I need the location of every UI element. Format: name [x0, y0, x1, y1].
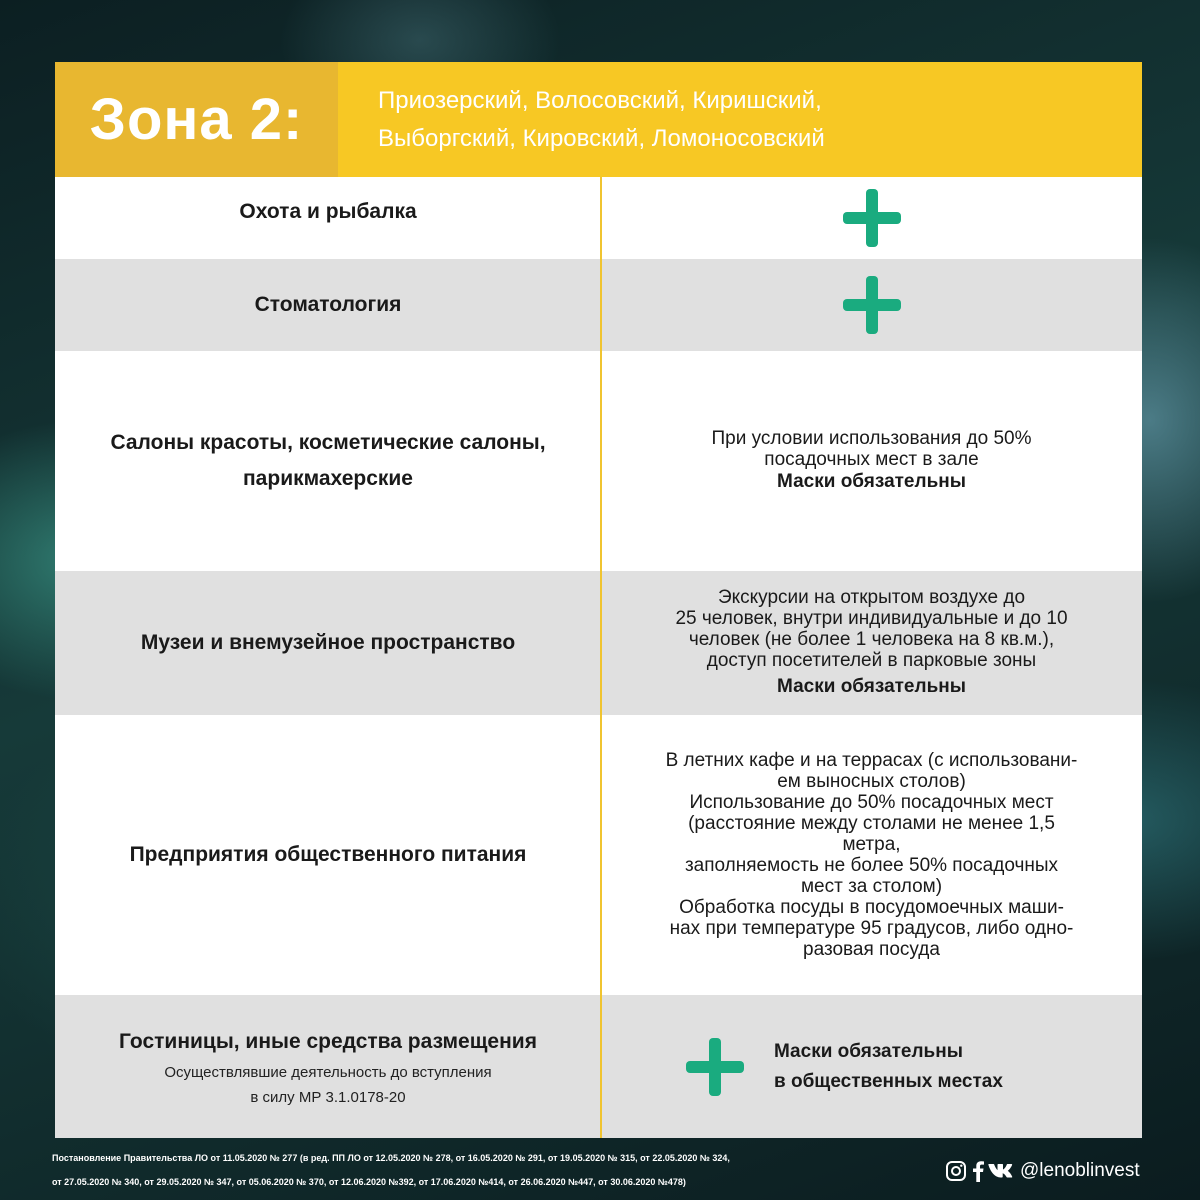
row-label: Охота и рыбалка — [239, 200, 417, 223]
row-label-cell — [55, 715, 601, 995]
row-label: Музеи и внемузейное пространство — [140, 631, 516, 654]
row-desc: ем выносных столов) — [777, 771, 966, 792]
row-desc: разовая посуда — [803, 939, 940, 960]
zone-header — [55, 62, 1142, 177]
zone-title: Зона 2: — [89, 87, 304, 152]
zone-card — [55, 62, 1142, 1138]
row-desc: (расстояние между столами не менее 1,5 — [688, 813, 1055, 834]
zone-title-box — [55, 62, 338, 177]
table-row-hotels — [55, 995, 1142, 1138]
row-desc: Экскурсии на открытом воздухе до — [717, 587, 1026, 608]
row-sublabel: Осуществлявшие деятельность до вступления — [164, 1063, 492, 1081]
row-desc: Обработка посуды в посудомоечных маши- — [679, 897, 1064, 918]
legal-footnote — [52, 1146, 892, 1194]
table-row-beauty-salons — [55, 351, 1142, 571]
masks-note: Маски обязательны — [777, 676, 966, 697]
row-label: Предприятия общественного питания — [129, 843, 527, 866]
row-label-cell — [55, 571, 601, 715]
row-sublabel: в силу МР 3.1.0178-20 — [250, 1088, 406, 1106]
row-label-cell — [55, 259, 601, 351]
row-status-cell — [601, 177, 1142, 259]
districts-box — [338, 62, 1142, 177]
footnote-line: Постановление Правительства ЛО от 11.05.2020 № 277 (в ред. ПП ЛО от 12.05.2020 № 278, от 16.05.2020 № 291, от 19.05.2020 № 315, от 22.05.2020 № 324, — [52, 1153, 730, 1163]
row-desc: нах при температуре 95 градусов, либо одно- — [669, 918, 1074, 939]
row-desc: заполняемость не более 50% посадочных — [684, 855, 1059, 876]
facebook-icon[interactable] — [971, 1160, 985, 1182]
vk-icon[interactable] — [988, 1163, 1014, 1179]
row-label: парикмахерские — [243, 467, 413, 490]
footnote-line: от 27.05.2020 № 340, от 29.05.2020 № 347, от 05.06.2020 № 370, от 12.06.2020 №392, от 17.06.2020 №414, от 26.06.2020 №447, от 30.06.2020 №478) — [52, 1177, 686, 1187]
row-desc: Использование до 50% посадочных мест — [689, 792, 1054, 813]
row-desc: человек (не более 1 человека на 8 кв.м.), — [688, 629, 1055, 650]
row-desc: 25 человек, внутри индивидуальные и до 10 — [675, 608, 1068, 629]
row-desc: метра, — [842, 834, 901, 855]
table-row-hunting — [55, 177, 1142, 259]
districts-list — [378, 82, 825, 158]
row-label: Стоматология — [254, 293, 402, 316]
row-desc-cell — [601, 715, 1142, 995]
masks-note: Маски обязательны — [777, 471, 966, 492]
row-label-cell — [55, 177, 601, 259]
row-desc: При условии использования до 50% — [711, 428, 1032, 449]
row-desc: мест за столом) — [800, 876, 943, 897]
plus-icon — [843, 189, 901, 247]
districts-line: Приозерский, Волосовский, Киришский, — [378, 86, 822, 114]
row-desc: посадочных мест в зале — [764, 449, 979, 470]
row-status-cell — [601, 259, 1142, 351]
social-handle[interactable]: @lenoblinvest — [1020, 1160, 1140, 1181]
row-desc: В летних кафе и на террасах (с использовани- — [665, 750, 1078, 771]
social-links — [945, 1160, 1140, 1182]
row-status-cell — [601, 995, 1142, 1138]
row-label: Салоны красоты, косметические салоны, — [110, 431, 546, 454]
row-desc-cell — [601, 351, 1142, 571]
table-row-museums — [55, 571, 1142, 715]
instagram-icon[interactable] — [945, 1160, 967, 1182]
table-row-catering — [55, 715, 1142, 995]
column-divider — [600, 177, 602, 1138]
plus-icon — [843, 276, 901, 334]
row-label: Гостиницы, иные средства размещения — [119, 1029, 537, 1053]
row-label-cell — [55, 995, 601, 1138]
row-desc: доступ посетителей в парковые зоны — [706, 650, 1037, 671]
masks-note — [774, 1037, 1003, 1097]
districts-line: Выборгский, Кировский, Ломоносовский — [378, 124, 825, 152]
plus-icon — [686, 1038, 744, 1096]
masks-note-line: в общественных местах — [774, 1070, 1003, 1092]
row-label-cell — [55, 351, 601, 571]
row-desc-cell — [601, 571, 1142, 715]
masks-note-line: Маски обязательны — [774, 1040, 963, 1062]
table-row-dentistry — [55, 259, 1142, 351]
